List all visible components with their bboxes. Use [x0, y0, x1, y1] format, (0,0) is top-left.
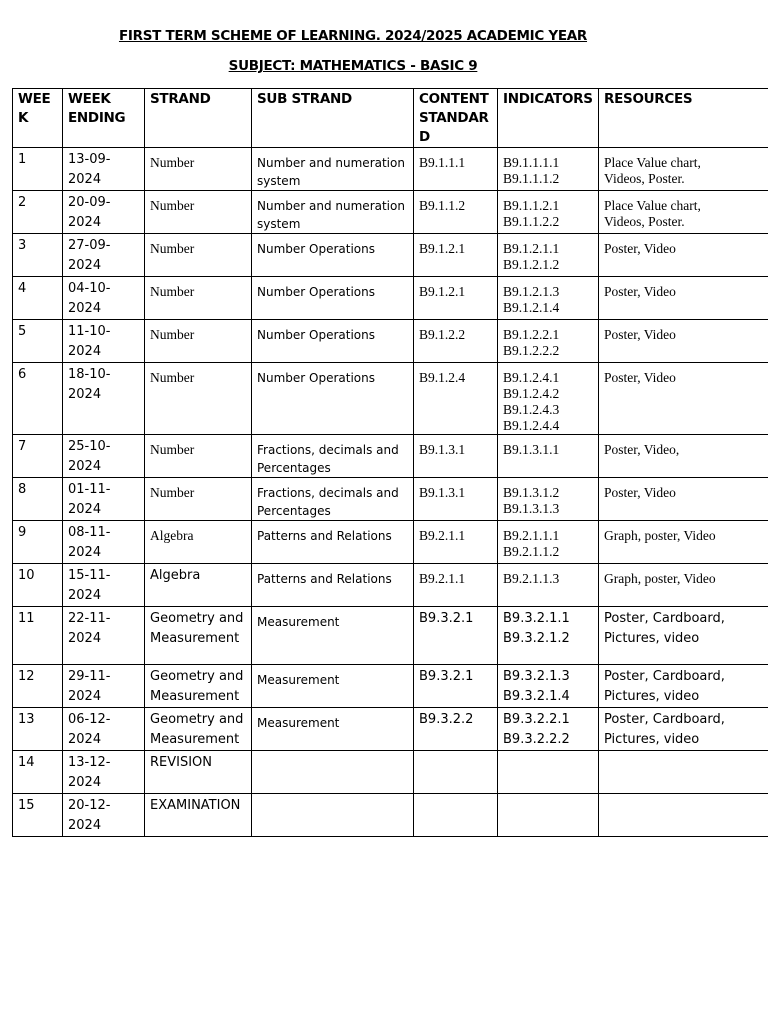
resources-cell: Place Value chart, Videos, Poster. [599, 148, 768, 191]
indicators-cell: B9.3.2.1.3 B9.3.2.1.4 [498, 665, 599, 708]
strand-cell: Number [145, 277, 252, 320]
week-ending-cell: 25-10- 2024 [63, 435, 145, 478]
indicators-cell [498, 751, 599, 794]
week-ending-cell: 20-12- 2024 [63, 794, 145, 837]
strand-cell: Number [145, 148, 252, 191]
header-row [13, 89, 768, 148]
content-standard-cell [414, 751, 498, 794]
strand-cell: REVISION [145, 751, 252, 794]
week-cell: 15 [13, 794, 63, 837]
resources-cell: Poster, Video [599, 320, 768, 363]
document-title: FIRST TERM SCHEME OF LEARNING. 2024/2025 ACADEMIC YEAR [118, 28, 588, 44]
indicators-cell: B9.1.1.1.1 B9.1.1.1.2 [498, 148, 599, 191]
strand-cell: Number [145, 363, 252, 435]
resources-cell [599, 751, 768, 794]
strand-cell: Number [145, 234, 252, 277]
week-cell: 9 [13, 521, 63, 564]
sub-strand-cell [252, 751, 414, 794]
week-cell: 5 [13, 320, 63, 363]
resources-cell: Poster, Cardboard, Pictures, video [599, 607, 768, 665]
sub-strand-cell: Patterns and Relations [252, 521, 414, 564]
week-cell: 6 [13, 363, 63, 435]
sub-strand-cell [252, 794, 414, 837]
strand-cell: Geometry and Measurement [145, 708, 252, 751]
week-ending-cell: 13-09- 2024 [63, 148, 145, 191]
indicators-cell: B9.1.3.1.2 B9.1.3.1.3 [498, 478, 599, 521]
col-content-standard: CONTENT STANDARD [414, 89, 498, 148]
week-ending-cell: 08-11- 2024 [63, 521, 145, 564]
content-standard-cell: B9.1.1.2 [414, 191, 498, 234]
indicators-cell: B9.1.2.1.3 B9.1.2.1.4 [498, 277, 599, 320]
sub-strand-cell: Number Operations [252, 234, 414, 277]
scheme-table [12, 88, 768, 837]
content-standard-cell: B9.2.1.1 [414, 564, 498, 607]
table-row [13, 564, 768, 607]
indicators-cell: B9.1.2.1.1 B9.1.2.1.2 [498, 234, 599, 277]
week-cell: 1 [13, 148, 63, 191]
indicators-cell [498, 794, 599, 837]
indicators-cell: B9.3.2.2.1 B9.3.2.2.2 [498, 708, 599, 751]
col-sub-strand: SUB STRAND [252, 89, 414, 148]
table-row [13, 363, 768, 435]
content-standard-cell: B9.1.3.1 [414, 478, 498, 521]
content-standard-cell: B9.2.1.1 [414, 521, 498, 564]
indicators-cell: B9.1.2.4.1 B9.1.2.4.2 B9.1.2.4.3 B9.1.2.4.4 [498, 363, 599, 435]
indicators-cell: B9.1.1.2.1 B9.1.1.2.2 [498, 191, 599, 234]
sub-strand-cell: Number and numeration system [252, 148, 414, 191]
week-cell: 12 [13, 665, 63, 708]
table-row [13, 751, 768, 794]
week-cell: 10 [13, 564, 63, 607]
week-cell: 13 [13, 708, 63, 751]
content-standard-cell: B9.3.2.2 [414, 708, 498, 751]
week-cell: 8 [13, 478, 63, 521]
indicators-cell: B9.1.3.1.1 [498, 435, 599, 478]
week-cell: 2 [13, 191, 63, 234]
week-cell: 14 [13, 751, 63, 794]
col-week-ending: WEEK ENDING [63, 89, 145, 148]
resources-cell: Poster, Video [599, 363, 768, 435]
week-ending-cell: 04-10- 2024 [63, 277, 145, 320]
week-cell: 3 [13, 234, 63, 277]
indicators-cell: B9.3.2.1.1 B9.3.2.1.2 [498, 607, 599, 665]
sub-strand-cell: Patterns and Relations [252, 564, 414, 607]
table-row [13, 478, 768, 521]
strand-cell: Geometry and Measurement [145, 665, 252, 708]
week-cell: 11 [13, 607, 63, 665]
content-standard-cell: B9.3.2.1 [414, 665, 498, 708]
table-row [13, 435, 768, 478]
content-standard-cell: B9.1.1.1 [414, 148, 498, 191]
week-ending-cell: 11-10- 2024 [63, 320, 145, 363]
week-ending-cell: 01-11- 2024 [63, 478, 145, 521]
resources-cell: Poster, Cardboard, Pictures, video [599, 665, 768, 708]
week-cell: 4 [13, 277, 63, 320]
sub-strand-cell: Measurement [252, 708, 414, 751]
strand-cell: Algebra [145, 521, 252, 564]
resources-cell: Poster, Video, [599, 435, 768, 478]
content-standard-cell [414, 794, 498, 837]
table-row [13, 191, 768, 234]
table-row [13, 607, 768, 665]
content-standard-cell: B9.1.2.1 [414, 234, 498, 277]
content-standard-cell: B9.1.2.2 [414, 320, 498, 363]
table-row [13, 708, 768, 751]
strand-cell: Number [145, 478, 252, 521]
resources-cell: Place Value chart, Videos, Poster. [599, 191, 768, 234]
content-standard-cell: B9.1.2.1 [414, 277, 498, 320]
indicators-cell: B9.2.1.1.3 [498, 564, 599, 607]
week-ending-cell: 20-09- 2024 [63, 191, 145, 234]
table-row [13, 521, 768, 564]
content-standard-cell: B9.1.2.4 [414, 363, 498, 435]
week-cell: 7 [13, 435, 63, 478]
table-row [13, 320, 768, 363]
table-row [13, 148, 768, 191]
table-row [13, 665, 768, 708]
sub-strand-cell: Fractions, decimals and Percentages [252, 435, 414, 478]
resources-cell [599, 794, 768, 837]
content-standard-cell: B9.1.3.1 [414, 435, 498, 478]
content-standard-cell: B9.3.2.1 [414, 607, 498, 665]
strand-cell: Number [145, 191, 252, 234]
table-row [13, 277, 768, 320]
sub-strand-cell: Number Operations [252, 277, 414, 320]
sub-strand-cell: Number Operations [252, 320, 414, 363]
sub-strand-cell: Number Operations [252, 363, 414, 435]
indicators-cell: B9.2.1.1.1 B9.2.1.1.2 [498, 521, 599, 564]
strand-cell: Algebra [145, 564, 252, 607]
sub-strand-cell: Number and numeration system [252, 191, 414, 234]
resources-cell: Poster, Video [599, 277, 768, 320]
table-row [13, 794, 768, 837]
col-strand: STRAND [145, 89, 252, 148]
col-indicators: INDICATORS [498, 89, 599, 148]
week-ending-cell: 18-10- 2024 [63, 363, 145, 435]
strand-cell: Number [145, 435, 252, 478]
resources-cell: Poster, Cardboard, Pictures, video [599, 708, 768, 751]
indicators-cell: B9.1.2.2.1 B9.1.2.2.2 [498, 320, 599, 363]
week-ending-cell: 13-12- 2024 [63, 751, 145, 794]
resources-cell: Poster, Video [599, 234, 768, 277]
strand-cell: EXAMINATION [145, 794, 252, 837]
subject-heading: SUBJECT: MATHEMATICS - BASIC 9 [228, 58, 478, 74]
week-ending-cell: 22-11- 2024 [63, 607, 145, 665]
week-ending-cell: 06-12- 2024 [63, 708, 145, 751]
week-ending-cell: 27-09- 2024 [63, 234, 145, 277]
col-week: WEE K [13, 89, 63, 148]
resources-cell: Graph, poster, Video [599, 564, 768, 607]
table-row [13, 234, 768, 277]
sub-strand-cell: Measurement [252, 607, 414, 665]
week-ending-cell: 29-11- 2024 [63, 665, 145, 708]
strand-cell: Number [145, 320, 252, 363]
sub-strand-cell: Measurement [252, 665, 414, 708]
week-ending-cell: 15-11- 2024 [63, 564, 145, 607]
sub-strand-cell: Fractions, decimals and Percentages [252, 478, 414, 521]
col-resources: RESOURCES [599, 89, 768, 148]
resources-cell: Poster, Video [599, 478, 768, 521]
strand-cell: Geometry and Measurement [145, 607, 252, 665]
resources-cell: Graph, poster, Video [599, 521, 768, 564]
